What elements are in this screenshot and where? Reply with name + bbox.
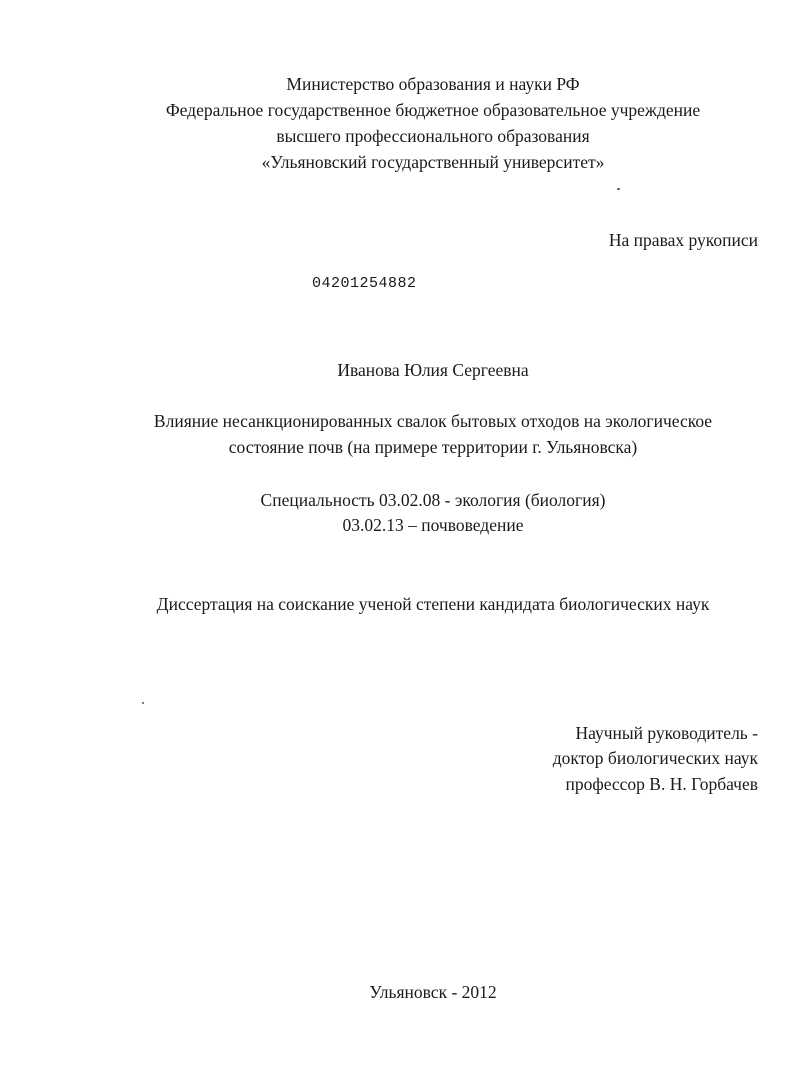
ministry-line: Министерство образования и науки РФ [286, 74, 580, 94]
scan-speck [617, 188, 620, 190]
supervisor-line-3: профессор В. Н. Горбачев [565, 774, 758, 794]
city-year-footer: Ульяновск - 2012 [369, 982, 497, 1002]
supervisor-line-2: доктор биологических наук [552, 748, 758, 768]
specialty-line-2: 03.02.13 – почвоведение [342, 515, 524, 535]
institution-line-2: высшего профессионального образования [276, 126, 590, 146]
scan-speck [142, 702, 144, 704]
supervisor-line-1: Научный руководитель - [575, 723, 758, 743]
manuscript-note: На правах рукописи [608, 230, 758, 250]
degree-line: Диссертация на соискание ученой степени кандидата биологических наук [156, 594, 710, 614]
title-line-2: состояние почв (на примере территории г. Ульяновска) [228, 437, 638, 457]
author-name: Иванова Юлия Сергеевна [337, 360, 529, 380]
university-name: «Ульяновский государственный университет» [261, 152, 605, 172]
institution-line-1: Федеральное государственное бюджетное образовательное учреждение [165, 100, 701, 120]
title-line-1: Влияние несанкционированных свалок бытовых отходов на экологическое [153, 411, 713, 431]
registration-number: 04201254882 [312, 275, 417, 292]
specialty-line-1: Специальность 03.02.08 - экология (биология) [260, 490, 606, 510]
